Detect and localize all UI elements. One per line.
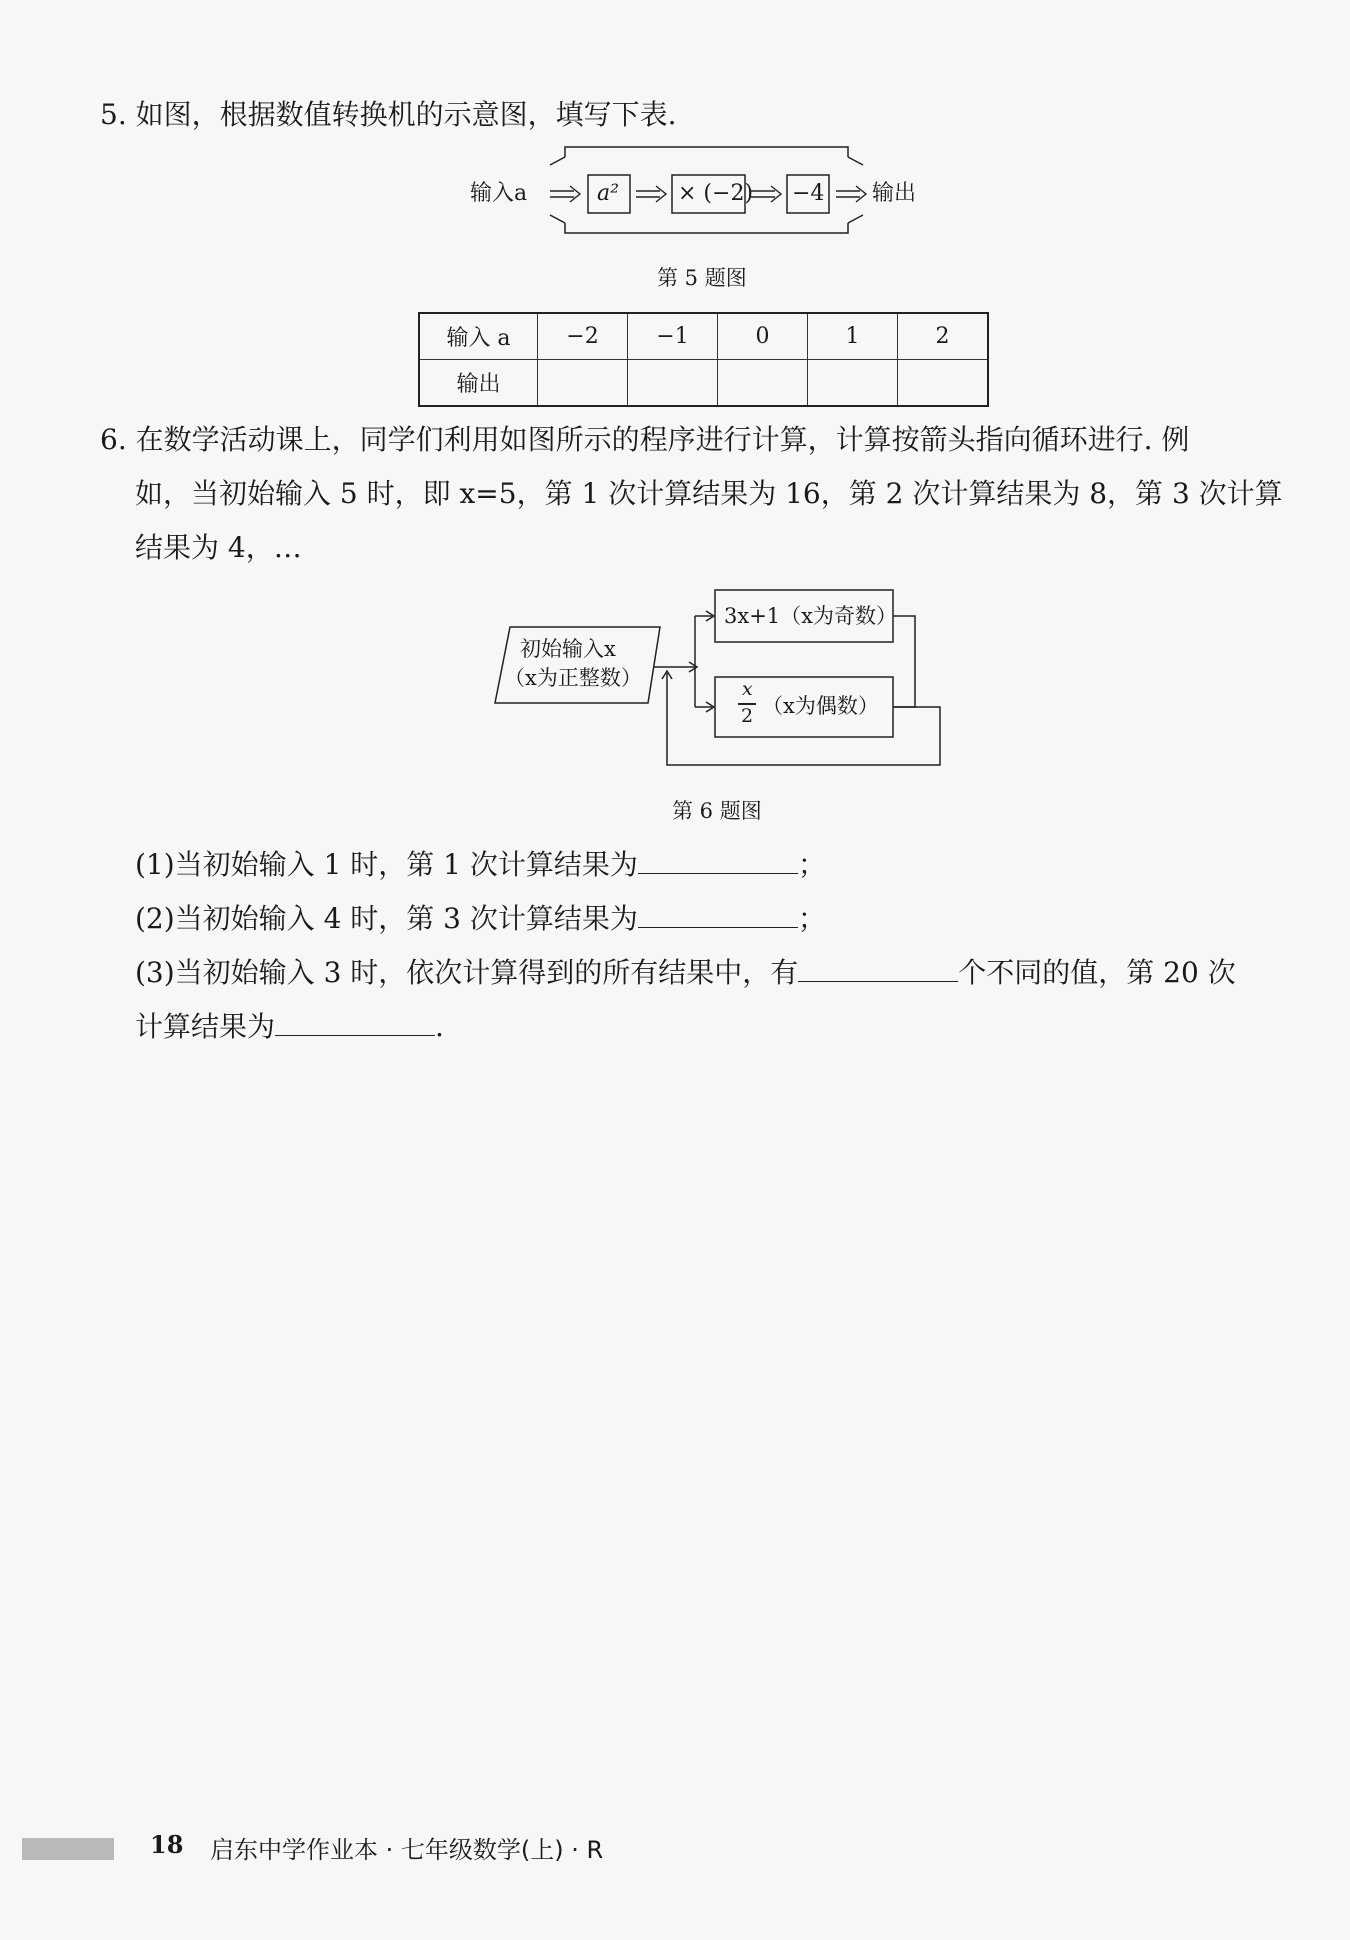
q5-table-input-cell: 1 — [808, 313, 898, 360]
q6-sub3-text-b: 个不同的值，第 20 次 — [958, 956, 1236, 989]
q6-sub3-text-a: (3)当初始输入 3 时，依次计算得到的所有结果中，有 — [135, 956, 799, 989]
q5-table-output-cell[interactable] — [538, 360, 628, 407]
q6-odd-rule: 3x+1（x为奇数） — [724, 604, 898, 628]
q5-caption: 第 5 题图 — [657, 266, 747, 290]
page-number: 18 — [150, 1830, 184, 1859]
q5-step-subtract: −4 — [792, 181, 825, 206]
q6-stem-line2: 如，当初始输入 5 时，即 x=5，第 1 次计算结果为 16，第 2 次计算结果为 8，第 3 次计算 — [135, 477, 1283, 510]
q6-sub2-text: (2)当初始输入 4 时，第 3 次计算结果为 — [135, 902, 638, 935]
q5-table-output-header: 输出 — [419, 360, 538, 407]
q6-fraction-denominator: 2 — [741, 705, 754, 727]
q5-table-input-cell: −1 — [628, 313, 718, 360]
footer-bar — [22, 1838, 114, 1860]
q6-sub2 — [135, 897, 826, 939]
q5-conversion-machine — [470, 145, 940, 245]
q6-stem-line3: 结果为 4，… — [135, 531, 302, 564]
q6-even-rule: （x为偶数） — [762, 694, 879, 718]
q5-table-output-cell[interactable] — [628, 360, 718, 407]
q6-sub1-answer-blank[interactable] — [638, 843, 798, 874]
q5-table-input-row — [419, 313, 988, 360]
q6-sub2-answer-blank[interactable] — [638, 897, 798, 928]
q5-step-square: a² — [597, 181, 619, 206]
q6-stem-line1: 6. 在数学活动课上，同学们利用如图所示的程序进行计算，计算按箭头指向循环进行. 例 — [100, 423, 1190, 456]
q5-table — [418, 312, 989, 407]
q6-sub1-end: ； — [797, 848, 826, 881]
q6-caption: 第 6 题图 — [672, 799, 762, 823]
q5-table-input-cell: −2 — [538, 313, 628, 360]
q5-table-output-cell[interactable] — [808, 360, 898, 407]
q6-sub3-end: . — [435, 1010, 444, 1043]
q5-table-input-cell: 0 — [718, 313, 808, 360]
q5-table-output-row — [419, 360, 988, 407]
q6-flow-diagram — [490, 585, 950, 780]
q6-sub1 — [135, 843, 826, 885]
q6-input-line2: （x为正整数） — [504, 666, 642, 690]
q5-table-input-header: 输入 a — [419, 313, 538, 360]
q5-step-multiply: × (−2) — [678, 181, 754, 206]
q6-sub1-text: (1)当初始输入 1 时，第 1 次计算结果为 — [135, 848, 638, 881]
q5-stem: 5. 如图，根据数值转换机的示意图，填写下表. — [100, 98, 677, 131]
q5-table-output-cell[interactable] — [898, 360, 989, 407]
q6-input-line1: 初始输入x — [520, 637, 616, 661]
q6-sub2-end: ； — [797, 902, 826, 935]
q5-table-output-cell[interactable] — [718, 360, 808, 407]
q5-input-label: 输入a — [470, 181, 528, 206]
q6-sub3-text-c: 计算结果为 — [135, 1010, 276, 1043]
q5-output-label: 输出 — [872, 181, 917, 206]
book-title: 启东中学作业本 · 七年级数学(上) · R — [210, 1836, 604, 1864]
q6-fraction-numerator: x — [742, 678, 753, 700]
q6-sub3 — [135, 951, 1236, 993]
q6-sub3-count-blank[interactable] — [798, 951, 958, 982]
q5-table-input-cell: 2 — [898, 313, 989, 360]
q6-sub3-value-blank[interactable] — [275, 1005, 435, 1036]
q6-sub3-cont — [135, 1005, 444, 1047]
